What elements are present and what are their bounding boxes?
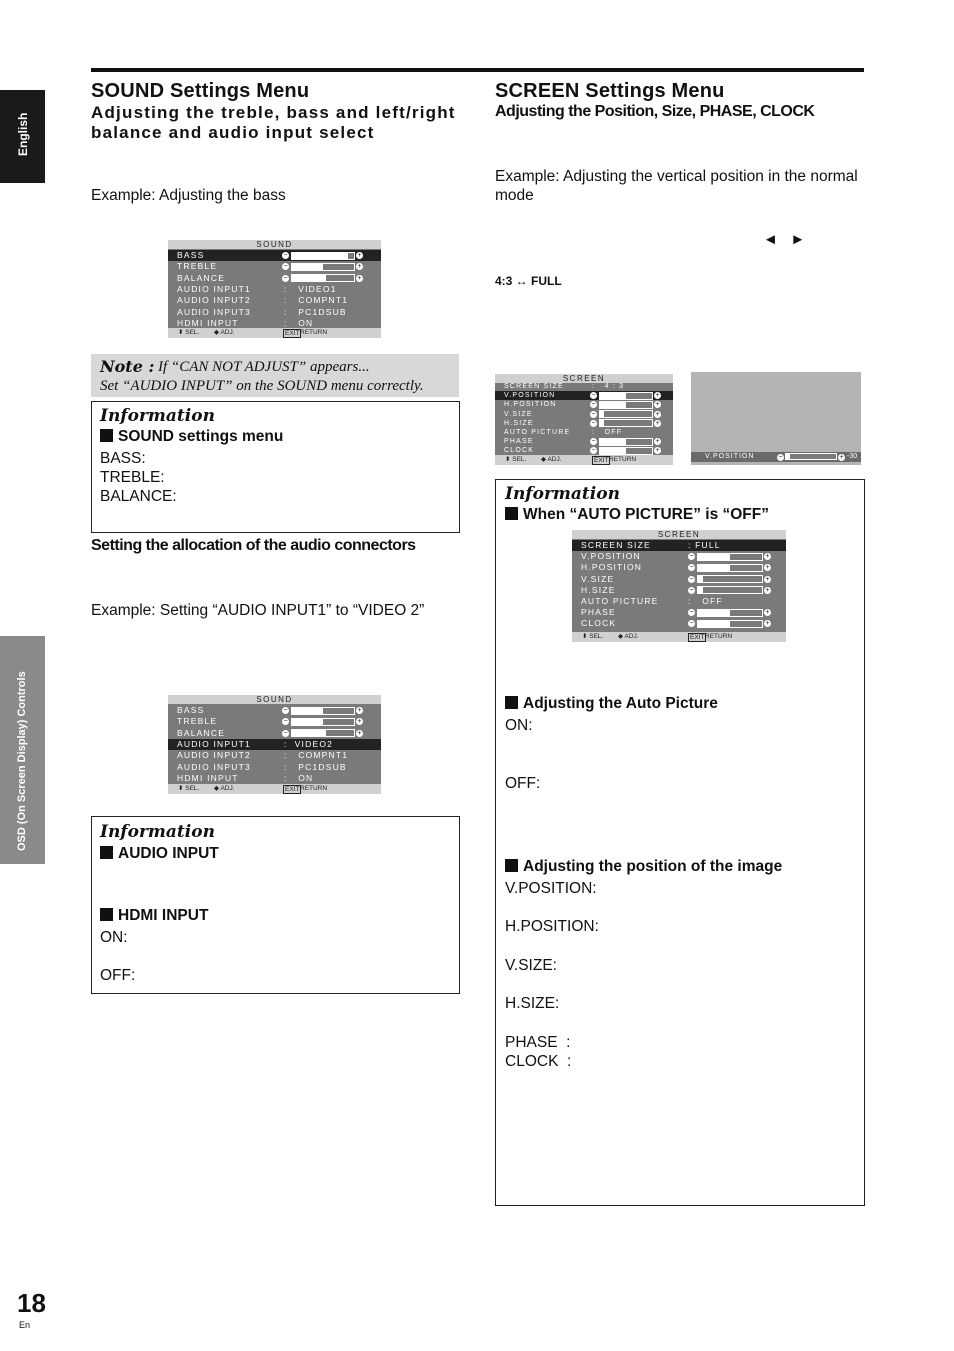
osd-slider[interactable]	[291, 263, 355, 271]
return-hint: RETURN	[300, 329, 328, 336]
osd-slider[interactable]	[697, 586, 763, 594]
sound-osd-menu-1	[168, 240, 381, 338]
screen-osd-menu-2	[572, 530, 786, 642]
plus-icon: +	[357, 263, 362, 271]
osd-row-name: H.SIZE	[581, 584, 616, 595]
screen-title: SCREEN Settings Menu	[495, 80, 725, 102]
adj-hint: ◆ ADJ.	[214, 785, 235, 792]
sel-hint: ⬍ SEL.	[582, 633, 604, 640]
sound-example-2: Example: Setting “AUDIO INPUT1” to “VIDEO 2”	[91, 602, 425, 619]
minus-icon: −	[591, 438, 596, 446]
plus-icon: +	[839, 453, 844, 461]
osd-tab-label: OSD (On Screen Display) Controls	[16, 671, 28, 851]
osd-row[interactable]	[572, 551, 786, 562]
auto-on: ON:	[505, 717, 533, 734]
info-line-treble: TREBLE:	[100, 469, 165, 486]
osd-row[interactable]	[495, 437, 673, 446]
osd-row-name: V.POSITION	[504, 392, 556, 400]
info-title: Information	[100, 822, 215, 842]
osd-row-name: H.POSITION	[581, 562, 643, 573]
osd-row-name: AUTO PICTURE	[504, 429, 571, 436]
info-title: Information	[505, 484, 620, 504]
info-on: ON:	[100, 929, 128, 946]
vposition-value: -30	[847, 453, 858, 460]
osd-row[interactable]	[168, 728, 381, 739]
osd-tab	[0, 636, 45, 864]
osd-row-value: : VIDEO1	[284, 283, 337, 294]
osd-slider[interactable]	[599, 401, 653, 409]
note-box	[91, 354, 459, 397]
plus-icon: +	[357, 718, 362, 726]
plus-icon: +	[655, 392, 660, 400]
note-line-2: Set “AUDIO INPUT” on the SOUND menu correctly.	[100, 378, 424, 394]
info-line-balance: BALANCE:	[100, 488, 177, 505]
plus-icon: +	[765, 564, 770, 572]
exit-key-icon: EXIT	[285, 786, 300, 793]
osd-footer	[168, 784, 381, 794]
plus-icon: +	[765, 553, 770, 561]
minus-icon: −	[283, 707, 288, 715]
plus-icon: +	[765, 620, 770, 628]
auto-off: OFF:	[505, 775, 541, 792]
info-heading-auto-off: When “AUTO PICTURE” is “OFF”	[505, 506, 769, 524]
osd-title: SOUND	[168, 240, 381, 249]
osd-row-name: AUDIO INPUT3	[177, 306, 251, 317]
pos-vsize: V.SIZE:	[505, 957, 557, 974]
osd-slider[interactable]	[291, 718, 355, 726]
osd-row-name: HDMI INPUT	[177, 772, 239, 783]
sel-hint: ⬍ SEL.	[178, 329, 200, 336]
osd-row-name: CLOCK	[581, 618, 617, 629]
osd-row-name: BASS	[177, 250, 205, 260]
sel-hint: ⬍ SEL.	[505, 456, 527, 463]
osd-row-name: SCREEN SIZE	[504, 383, 564, 390]
plus-icon: +	[357, 274, 362, 282]
page-lang: En	[19, 1320, 31, 1330]
minus-icon: −	[689, 575, 694, 583]
osd-slider[interactable]	[599, 419, 653, 427]
return-hint: RETURN	[609, 456, 637, 463]
osd-row-name: PHASE	[581, 607, 616, 618]
plus-icon: +	[765, 575, 770, 583]
minus-icon: −	[591, 447, 596, 455]
minus-icon: −	[778, 453, 783, 461]
osd-row[interactable]	[495, 382, 673, 391]
osd-row-name: V.POSITION	[581, 551, 641, 562]
osd-row-name: AUDIO INPUT3	[177, 761, 251, 772]
minus-icon: −	[591, 392, 596, 400]
plus-icon: +	[357, 707, 362, 715]
osd-row[interactable]	[168, 261, 381, 272]
osd-row-value: : VIDEO2	[284, 738, 334, 749]
osd-row-value: : COMPNT1	[284, 295, 349, 306]
minus-icon: −	[689, 553, 694, 561]
osd-footer	[572, 632, 786, 642]
pos-vposition: V.POSITION:	[505, 880, 597, 897]
osd-row[interactable]	[168, 750, 381, 761]
osd-slider[interactable]	[697, 575, 763, 583]
bullet-icon	[505, 696, 518, 709]
sel-hint: ⬍ SEL.	[178, 785, 200, 792]
osd-row[interactable]	[168, 739, 381, 750]
osd-row[interactable]	[572, 562, 786, 573]
bullet-icon	[100, 429, 113, 442]
pos-hposition: H.POSITION:	[505, 918, 599, 935]
return-hint: RETURN	[300, 785, 328, 792]
vposition-preview	[691, 372, 861, 465]
minus-icon: −	[283, 252, 288, 260]
info-line-bass: BASS:	[100, 450, 146, 467]
plus-icon: +	[655, 447, 660, 455]
alloc-heading: Setting the allocation of the audio connectors	[91, 537, 416, 554]
osd-row-name: TREBLE	[177, 261, 218, 272]
page-number: 18	[17, 1288, 46, 1318]
plus-icon: +	[655, 438, 660, 446]
osd-row-name: HDMI INPUT	[177, 317, 239, 328]
minus-icon: −	[283, 274, 288, 282]
info-off: OFF:	[100, 967, 136, 984]
vposition-label: V.POSITION	[705, 453, 755, 460]
osd-row[interactable]	[572, 618, 786, 629]
plus-icon: +	[357, 729, 362, 737]
english-tab-label: English	[16, 112, 30, 156]
sound-subtitle: Adjusting the treble, bass and left/right balance and audio input select	[91, 103, 456, 142]
adj-hint: ◆ ADJ.	[541, 456, 562, 463]
osd-row-name: BASS	[177, 705, 205, 715]
osd-row-value: : FULL	[688, 540, 721, 550]
sound-info-box-1	[91, 401, 460, 533]
plus-icon: +	[765, 586, 770, 594]
osd-slider[interactable]	[697, 564, 763, 572]
osd-slider[interactable]	[599, 447, 653, 455]
osd-slider[interactable]	[599, 392, 653, 400]
return-hint: RETURN	[705, 633, 733, 640]
adj-hint: ◆ ADJ.	[618, 633, 639, 640]
bullet-icon	[505, 859, 518, 872]
osd-title: SCREEN	[495, 374, 673, 383]
adj-hint: ◆ ADJ.	[214, 329, 235, 336]
osd-footer	[168, 328, 381, 338]
osd-slider[interactable]	[697, 609, 763, 617]
osd-row-name: H.SIZE	[504, 419, 534, 427]
pos-clock: CLOCK :	[505, 1053, 572, 1070]
osd-slider[interactable]	[291, 707, 355, 715]
osd-row[interactable]	[495, 410, 673, 419]
osd-row-name: V.SIZE	[581, 573, 615, 584]
exit-key-icon: EXIT	[594, 457, 609, 464]
arrow-keys-icon: ◄ ►	[763, 231, 806, 248]
bullet-icon	[100, 846, 113, 859]
osd-row-name: AUDIO INPUT2	[177, 750, 251, 761]
bullet-icon	[100, 908, 113, 921]
sound-example-1: Example: Adjusting the bass	[91, 187, 286, 204]
osd-row[interactable]	[168, 273, 381, 284]
auto-picture-heading: Adjusting the Auto Picture	[505, 695, 718, 713]
osd-slider[interactable]	[291, 729, 355, 737]
osd-row[interactable]	[572, 596, 786, 607]
vposition-bar	[691, 452, 861, 462]
osd-row-name: AUDIO INPUT1	[177, 283, 251, 294]
plus-icon: +	[655, 419, 660, 427]
exit-key-icon: EXIT	[690, 634, 705, 641]
info-heading: SOUND settings menu	[100, 428, 283, 446]
info-heading-hdmi-input: HDMI INPUT	[100, 907, 208, 925]
osd-slider[interactable]	[599, 410, 653, 418]
exit-key-icon: EXIT	[285, 330, 300, 337]
pos-phase: PHASE :	[505, 1034, 571, 1051]
plus-icon: +	[655, 410, 660, 418]
osd-row-name: CLOCK	[504, 447, 535, 455]
osd-row-name: BALANCE	[177, 727, 226, 738]
mode-toggle: 4:3 ↔ FULL	[495, 274, 562, 288]
minus-icon: −	[591, 419, 596, 427]
note-label: Note :	[100, 357, 155, 376]
screen-info-box	[495, 479, 865, 1206]
minus-icon: −	[689, 564, 694, 572]
osd-row-name: TREBLE	[177, 716, 218, 727]
minus-icon: −	[689, 620, 694, 628]
bullet-icon	[505, 507, 518, 520]
osd-title: SOUND	[168, 695, 381, 704]
screen-subtitle: Adjusting the Position, Size, PHASE, CLOCK	[495, 103, 815, 120]
plus-icon: +	[765, 609, 770, 617]
osd-row-name: V.SIZE	[504, 410, 533, 418]
pos-hsize: H.SIZE:	[505, 995, 560, 1012]
osd-row[interactable]	[495, 400, 673, 409]
osd-row[interactable]	[572, 585, 786, 596]
osd-slider[interactable]	[291, 252, 355, 260]
osd-row-value: : PC1DSUB	[284, 306, 347, 317]
osd-row[interactable]	[168, 250, 381, 261]
sound-info-box-2	[91, 816, 460, 994]
osd-row[interactable]	[168, 284, 381, 295]
osd-title: SCREEN	[572, 530, 786, 539]
screen-example: Example: Adjusting the vertical position in the normal mode	[495, 168, 858, 204]
plus-icon: +	[357, 252, 362, 260]
osd-slider[interactable]	[599, 438, 653, 446]
osd-footer	[495, 455, 673, 465]
english-tab	[0, 90, 45, 183]
osd-row[interactable]	[572, 540, 786, 551]
osd-row[interactable]	[495, 428, 673, 437]
osd-row-name: AUDIO INPUT1	[177, 738, 251, 749]
osd-row-name: H.POSITION	[504, 401, 557, 409]
osd-slider[interactable]	[291, 274, 355, 282]
osd-row-name: SCREEN SIZE	[581, 540, 651, 550]
position-heading: Adjusting the position of the image	[505, 858, 782, 876]
osd-slider[interactable]	[697, 620, 763, 628]
osd-row-value: : COMPNT1	[284, 750, 349, 761]
minus-icon: −	[283, 718, 288, 726]
osd-row[interactable]	[495, 419, 673, 428]
top-rule	[91, 68, 864, 72]
osd-row[interactable]	[168, 773, 381, 784]
osd-row-value: : OFF	[688, 596, 723, 606]
osd-row-value: : PC1DSUB	[284, 761, 347, 772]
osd-row-name: AUDIO INPUT2	[177, 295, 251, 306]
osd-row-value: : 4 : 3	[592, 383, 625, 390]
sound-title: SOUND Settings Menu	[91, 80, 310, 102]
osd-row-name: AUTO PICTURE	[581, 596, 659, 606]
osd-row-value: : OFF	[592, 429, 623, 436]
osd-slider[interactable]	[697, 553, 763, 561]
minus-icon: −	[283, 729, 288, 737]
osd-row-value: : ON	[284, 772, 314, 783]
minus-icon: −	[283, 263, 288, 271]
osd-row[interactable]	[168, 295, 381, 306]
osd-row[interactable]	[572, 574, 786, 585]
osd-row[interactable]	[495, 391, 673, 400]
info-heading-audio-input: AUDIO INPUT	[100, 845, 219, 863]
minus-icon: −	[591, 401, 596, 409]
osd-row[interactable]	[168, 307, 381, 318]
sound-osd-menu-2	[168, 695, 381, 794]
osd-row-value: : ON	[284, 317, 314, 328]
osd-row[interactable]	[168, 762, 381, 773]
vposition-slider	[785, 453, 837, 460]
osd-row[interactable]	[168, 705, 381, 716]
osd-row[interactable]	[572, 607, 786, 618]
info-title: Information	[100, 406, 215, 426]
osd-row-name: BALANCE	[177, 272, 226, 283]
note-line-1: If “CAN NOT ADJUST” appears...	[158, 359, 370, 375]
screen-osd-menu-1	[495, 374, 673, 465]
minus-icon: −	[689, 609, 694, 617]
minus-icon: −	[689, 586, 694, 594]
minus-icon: −	[591, 410, 596, 418]
osd-row[interactable]	[168, 716, 381, 727]
osd-row-name: PHASE	[504, 438, 534, 446]
plus-icon: +	[655, 401, 660, 409]
